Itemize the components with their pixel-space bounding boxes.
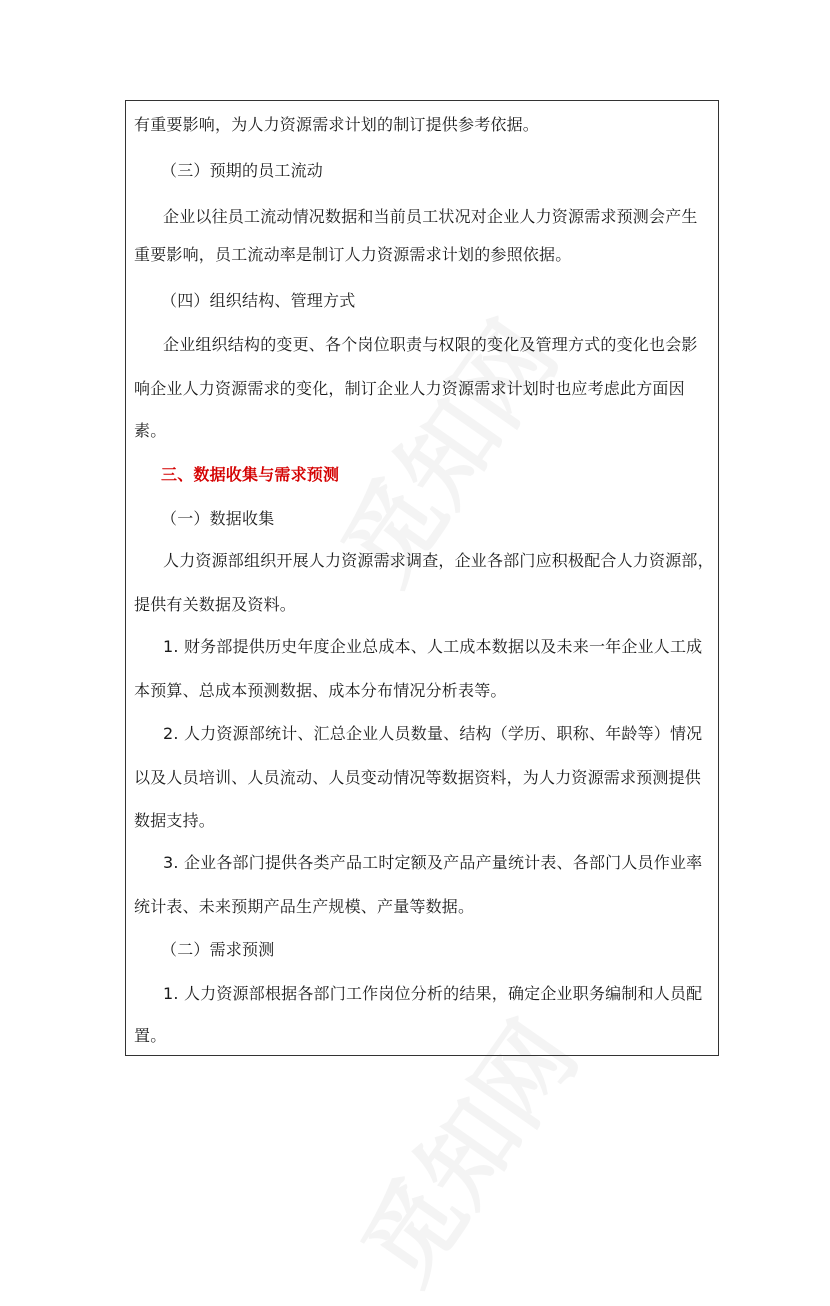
list-item-3-line-1: 3. 企业各部门提供各类产品工时定额及产品产量统计表、各部门人员作业率: [163, 853, 703, 872]
text-line: 企业组织结构的变更、各个岗位职责与权限的变化及管理方式的变化也会影: [163, 335, 698, 354]
text-line: 重要影响，员工流动率是制订人力资源需求计划的参照依据。: [134, 245, 572, 264]
list-item-2-line-3: 数据支持。: [134, 811, 216, 830]
text-line: 企业以往员工流动情况数据和当前员工状况对企业人力资源需求预测会产生: [163, 207, 698, 226]
list-item-2-line-2: 以及人员培训、人员流动、人员变动情况等数据资料，为人力资源需求预测提供: [134, 768, 702, 787]
forecast-item-1-line-1: 1. 人力资源部根据各部门工作岗位分析的结果，确定企业职务编制和人员配: [163, 984, 703, 1003]
list-item-3-line-2: 统计表、未来预期产品生产规模、产量等数据。: [134, 897, 475, 916]
text-line: 素。: [134, 421, 167, 440]
text-line: 响企业人力资源需求的变化，制订企业人力资源需求计划时也应考虑此方面因: [134, 379, 685, 398]
list-item-1-line-1: 1. 财务部提供历史年度企业总成本、人工成本数据以及未来一年企业人工成: [163, 637, 703, 656]
forecast-item-1-line-2: 置。: [134, 1026, 167, 1045]
subheading-expected-turnover: （三）预期的员工流动: [161, 161, 324, 180]
list-item-1-line-2: 本预算、总成本预测数据、成本分布情况分析表等。: [134, 681, 507, 700]
section-heading-data-collection: 三、数据收集与需求预测: [161, 465, 340, 484]
text-line: 人力资源部组织开展人力资源需求调查，企业各部门应积极配合人力资源部，: [163, 551, 714, 570]
subheading-org-structure: （四）组织结构、管理方式: [161, 291, 356, 310]
text-line: 有重要影响，为人力资源需求计划的制订提供参考依据。: [134, 115, 540, 134]
subheading-demand-forecast: （二）需求预测: [161, 940, 275, 959]
text-line: 提供有关数据及资料。: [134, 595, 297, 614]
list-item-2-line-1: 2. 人力资源部统计、汇总企业人员数量、结构（学历、职称、年龄等）情况: [163, 724, 703, 743]
subheading-data-collection: （一）数据收集: [161, 509, 275, 528]
